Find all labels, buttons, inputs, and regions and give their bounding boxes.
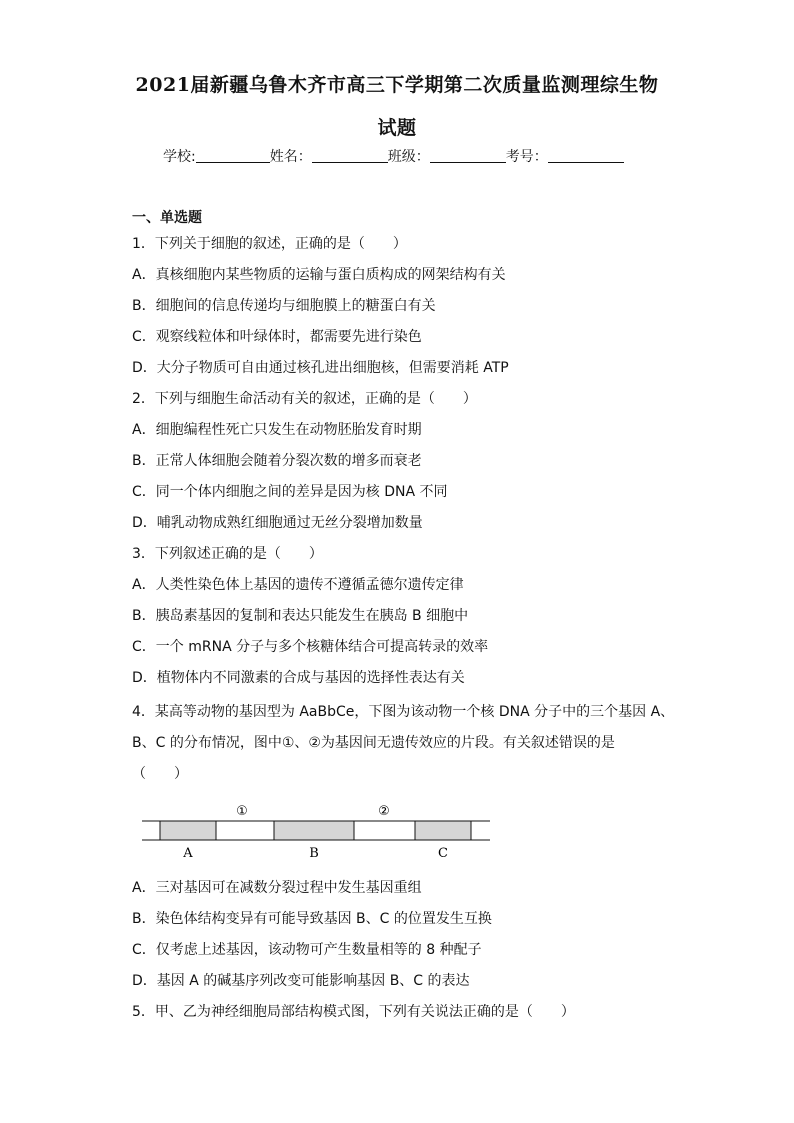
q4-stem-line3: （ ） (132, 766, 188, 782)
school-blank (196, 148, 270, 163)
q4-option-b: B．染色体结构变异有可能导致基因 B、C 的位置发生互换 (132, 911, 492, 927)
class-label: 班级： (387, 149, 430, 165)
q3-option-b: B．胰岛素基因的复制和表达只能发生在胰岛 B 细胞中 (132, 608, 469, 624)
q1-stem: 1．下列关于细胞的叙述，正确的是（ ） (132, 236, 407, 252)
q2-option-a: A．细胞编程性死亡只发生在动物胚胎发育时期 (132, 422, 422, 438)
q1-option-d: D．大分子物质可自由通过核孔进出细胞核，但需要消耗 ATP (132, 360, 509, 376)
section-heading: 一、单选题 (132, 210, 202, 226)
name-label: 姓名： (269, 149, 312, 165)
q3-stem: 3．下列叙述正确的是（ ） (132, 546, 323, 562)
q4-option-c: C．仅考虑上述基因，该动物可产生数量相等的 8 种配子 (132, 942, 482, 958)
student-info-row (163, 146, 624, 166)
gene-c-label: C (438, 846, 448, 861)
q5-stem: 5．甲、乙为神经细胞局部结构模式图，下列有关说法正确的是（ ） (132, 1004, 575, 1020)
school-label: 学校: (163, 149, 196, 165)
gene-c-block (415, 821, 471, 840)
q4-option-d: D．基因 A 的碱基序列改变可能影响基因 B、C 的表达 (132, 973, 470, 989)
q2-option-d: D．哺乳动物成熟红细胞通过无丝分裂增加数量 (132, 515, 423, 531)
q2-option-b: B．正常人体细胞会随着分裂次数的增多而衰老 (132, 453, 422, 469)
q1-option-a: A．真核细胞内某些物质的运输与蛋白质构成的网架结构有关 (132, 267, 506, 283)
q3-option-c: C．一个 mRNA 分子与多个核糖体结合可提高转录的效率 (132, 639, 489, 655)
exam-no-blank (548, 148, 624, 163)
q3-option-a: A．人类性染色体上基因的遗传不遵循孟德尔遗传定律 (132, 577, 464, 593)
class-blank (430, 148, 506, 163)
gene-a-label: A (183, 846, 193, 861)
gene-b-label: B (309, 846, 319, 861)
gene-a-block (160, 821, 216, 840)
dna-gene-diagram (142, 803, 492, 861)
segment-1-label: ① (236, 804, 248, 819)
q2-option-c: C．同一个体内细胞之间的差异是因为核 DNA 不同 (132, 484, 448, 500)
q3-option-d: D．植物体内不同激素的合成与基因的选择性表达有关 (132, 670, 465, 686)
q1-option-b: B．细胞间的信息传递均与细胞膜上的糖蛋白有关 (132, 298, 436, 314)
q1-option-c: C．观察线粒体和叶绿体时，都需要先进行染色 (132, 329, 422, 345)
exam-title-line2: 试题 (377, 117, 417, 139)
gene-b-block (274, 821, 354, 840)
q4-stem-line1: 4．某高等动物的基因型为 AaBbCe，下图为该动物一个核 DNA 分子中的三个基因 A、 (132, 704, 675, 720)
q2-stem: 2．下列与细胞生命活动有关的叙述，正确的是（ ） (132, 391, 477, 407)
exam-title-line1: 2021届新疆乌鲁木齐市高三下学期第二次质量监测理综生物 (135, 74, 659, 96)
exam-no-label: 考号： (505, 149, 548, 165)
segment-2-label: ② (378, 804, 390, 819)
q4-option-a: A．三对基因可在减数分裂过程中发生基因重组 (132, 880, 422, 896)
q4-stem-line2: B、C 的分布情况，图中①、②为基因间无遗传效应的片段。有关叙述错误的是 (132, 735, 615, 751)
name-blank (312, 148, 388, 163)
